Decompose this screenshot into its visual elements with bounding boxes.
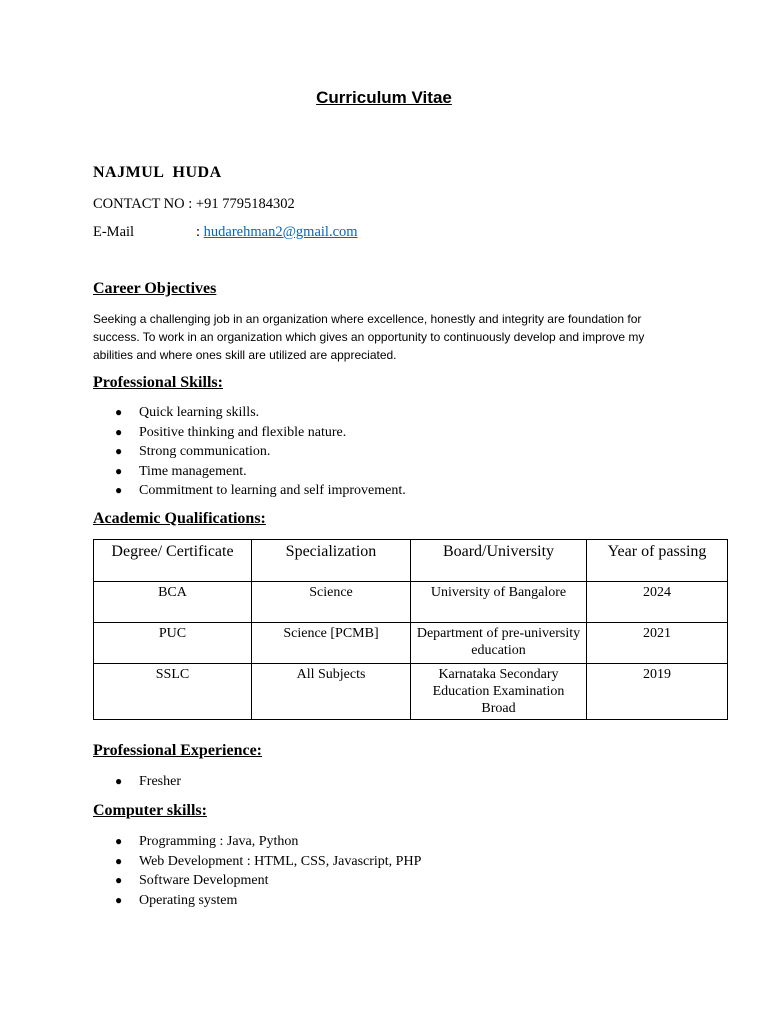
table-cell: 2021: [587, 623, 728, 664]
computer-skills-heading: Computer skills:: [93, 802, 207, 819]
list-item: ● Web Development : HTML, CSS, Javascript, PHP: [93, 852, 421, 872]
column-header: Specialization: [252, 540, 411, 582]
email-link[interactable]: hudarehman2@gmail.com: [203, 224, 358, 240]
list-item: ● Positive thinking and flexible nature.: [93, 423, 406, 443]
list-item: ● Programming : Java, Python: [93, 832, 421, 852]
table-row: [94, 582, 728, 623]
bullet-icon: ●: [115, 853, 123, 868]
column-header: Year of passing: [587, 540, 728, 582]
table-row: [94, 664, 728, 720]
table-cell: 2024: [587, 582, 728, 623]
bullet-icon: ●: [115, 463, 123, 478]
table-cell: 2019: [587, 664, 728, 720]
bullet-icon: ●: [115, 483, 123, 497]
bullet-icon: ●: [115, 444, 123, 458]
professional-skills-list: [93, 403, 406, 501]
contact-value: +91 7795184302: [195, 196, 295, 212]
table-cell: Science [PCMB]: [252, 623, 411, 664]
email-row: [93, 224, 358, 241]
table-cell: Science: [252, 582, 411, 623]
list-item: ● Commitment to learning and self improvement.: [93, 481, 406, 501]
table-cell: All Subjects: [252, 664, 411, 720]
bullet-icon: ●: [115, 892, 123, 907]
candidate-name: NAJMUL HUDA: [93, 164, 222, 181]
list-item: ● Quick learning skills.: [93, 403, 406, 423]
table-cell: University of Bangalore: [411, 582, 587, 623]
bullet-icon: ●: [115, 774, 123, 788]
professional-skills-heading: Professional Skills:: [93, 374, 223, 391]
academic-qualifications-heading: Academic Qualifications:: [93, 510, 266, 527]
table-row: [94, 623, 728, 664]
column-header: Degree/ Certificate: [94, 540, 252, 582]
bullet-icon: ●: [115, 405, 123, 419]
list-item: ● Time management.: [93, 462, 406, 482]
bullet-icon: ●: [115, 834, 123, 848]
list-item: ● Fresher: [93, 772, 181, 792]
email-separator: :: [196, 224, 204, 240]
email-label: E-Mail: [93, 224, 135, 240]
contact-number-row: [93, 196, 295, 213]
table-cell: SSLC: [94, 664, 252, 720]
professional-experience-list: [93, 772, 181, 792]
document-title: Curriculum Vitae: [316, 88, 452, 107]
computer-skills-list: [93, 832, 421, 910]
table-cell: PUC: [94, 623, 252, 664]
career-objectives-text: Seeking a challenging job in an organization where excellence, honestly and integrity are foundation for success. To work in an organization which gives an opportunity to continuously develop and improve my abilities and where ones skill are utilized are appreciated.: [93, 312, 645, 362]
bullet-icon: ●: [115, 873, 123, 887]
academic-qualifications-table: [93, 539, 728, 720]
career-objectives-heading: Career Objectives: [93, 280, 217, 297]
contact-label: CONTACT NO :: [93, 196, 196, 212]
list-item: ● Software Development: [93, 871, 421, 891]
table-cell: Karnataka Secondary Education Examination Broad: [411, 664, 587, 720]
column-header: Board/University: [411, 540, 587, 582]
list-item: ● Operating system: [93, 891, 421, 911]
list-item: ● Strong communication.: [93, 442, 406, 462]
professional-experience-heading: Professional Experience:: [93, 742, 263, 759]
table-header-row: [94, 540, 728, 582]
table-cell: Department of pre-university education: [411, 623, 587, 664]
bullet-icon: ●: [115, 424, 123, 439]
table-cell: BCA: [94, 582, 252, 623]
